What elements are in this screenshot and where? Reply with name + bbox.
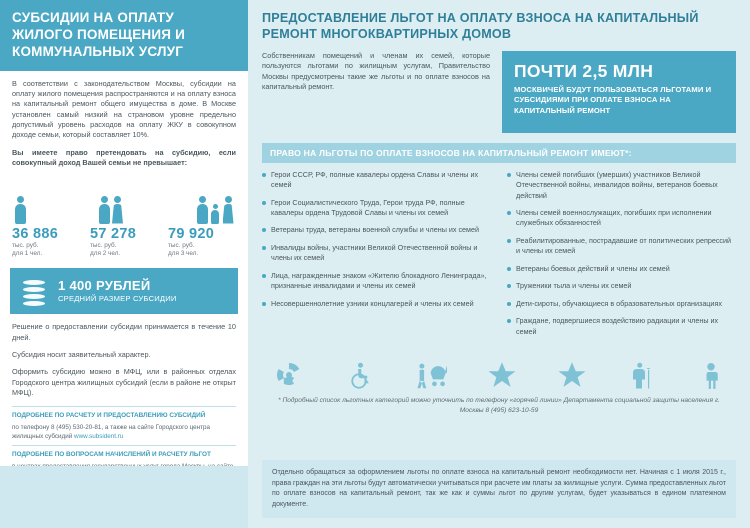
- subsidy-caption: СРЕДНИЙ РАЗМЕР СУБСИДИИ: [58, 293, 177, 303]
- coins-icon: [20, 276, 50, 306]
- contact-title: ПОДРОБНЕЕ ПО РАСЧЕТУ И ПРЕДОСТАВЛЕНИЮ СУБСИДИЙ: [12, 411, 206, 419]
- person-icon: [14, 196, 26, 224]
- list-item: [507, 281, 736, 291]
- left-note: Решение о предоставлении субсидии принимается в течение 10 дней.: [12, 322, 236, 342]
- list-item: [262, 299, 491, 309]
- list-item-label: Инвалиды войны, участники Великой Отечественной войны и члены их семей: [271, 242, 478, 263]
- bullet-dot-icon: [507, 302, 511, 306]
- income-value: 79 920: [168, 225, 215, 242]
- income-item: [168, 227, 238, 259]
- child-icon: [698, 360, 724, 390]
- bullet-dot-icon: [507, 267, 511, 271]
- person-icon: [99, 196, 111, 224]
- left-note: Субсидия носит заявительный характер.: [12, 350, 151, 360]
- benefits-footnote: * Подробный список льготных категорий можно уточнить по телефону «горячей линии» Департамента социальной защиты населения г. Москвы 8 (495) 623-10-59: [278, 396, 720, 414]
- income-unit: тыс. руб.: [168, 241, 195, 249]
- list-item: [507, 299, 736, 309]
- list-item-label: Дети-сироты, обучающиеся в образовательных организациях: [516, 298, 722, 308]
- list-item-label: Граждане, подвергшиеся воздействию радиации и члены их семей: [516, 316, 719, 336]
- radiation-icon: [274, 360, 304, 390]
- person-icon: [112, 196, 124, 224]
- list-item: [507, 236, 736, 257]
- list-item: [507, 316, 736, 337]
- contact-text: [12, 423, 236, 441]
- income-values: [0, 224, 248, 259]
- income-value: 36 886: [12, 225, 59, 242]
- highlight-box: [502, 51, 736, 133]
- contact-title: ПОДРОБНЕЕ ПО ВОПРОСАМ НАЧИСЛЕНИЙ И РАСЧЕТУ ЛЬГОТ: [12, 451, 211, 459]
- bullet-dot-icon: [262, 228, 266, 232]
- income-unit: тыс. руб.: [90, 241, 117, 249]
- highlight-number: ПОЧТИ 2,5 МЛН: [514, 60, 654, 81]
- bullet-dot-icon: [262, 302, 266, 306]
- bullet-dot-icon: [262, 274, 266, 278]
- income-item: [12, 227, 82, 259]
- person-icon: [222, 196, 234, 224]
- highlight-caption: МОСКВИЧЕЙ БУДУТ ПОЛЬЗОВАТЬСЯ ЛЬГОТАМИ И СУБСИДИЯМИ ПРИ ОПЛАТЕ ВЗНОСА НА КАПИТАЛЬНЫЙ РЕМОНТ: [514, 84, 712, 116]
- list-item-label: Ветераны труда, ветераны военной службы и члены их семей: [271, 225, 480, 235]
- right-header: [248, 0, 750, 49]
- income-item: [90, 227, 160, 259]
- bullet-dot-icon: [262, 246, 266, 250]
- list-item-label: Реабилитированные, пострадавшие от политических репрессий и члены их семей: [516, 235, 732, 256]
- income-who: для 2 чел.: [90, 250, 121, 258]
- benefits-column-left: [262, 170, 491, 344]
- benefits-column-right: [507, 170, 736, 344]
- average-subsidy-banner: [10, 268, 238, 314]
- wheelchair-icon: [344, 360, 374, 390]
- family-2: [99, 196, 124, 224]
- list-item-label: Члены семей военнослужащих, погибших при исполнении служебных обязанностей: [516, 208, 712, 228]
- list-item-label: Герои СССР, РФ, полные кавалеры ордена Славы и члены их семей: [271, 169, 479, 190]
- star-icon: [557, 360, 587, 390]
- family-1: [14, 196, 26, 224]
- elderly-person-icon: [626, 360, 658, 390]
- list-item-label: Ветераны боевых действий и члены их семей: [516, 263, 670, 273]
- list-item: [262, 170, 491, 191]
- bullet-dot-icon: [507, 173, 511, 177]
- stroller-icon: [413, 360, 447, 390]
- right-intro: Собственникам помещений и членам их семей, которые пользуются льготами по жилищным услугам, Правительство Москвы предусмотрены такие же льготы и по оплате взносов на капитальный ремонт.: [262, 50, 490, 92]
- income-who: для 3 чел.: [168, 250, 199, 258]
- list-item: [262, 225, 491, 235]
- person-icon: [196, 196, 208, 224]
- list-item-label: Члены семей погибших (умерших) участников Великой Отечественной войны, инвалидов войны, ветеранов боевых действий: [516, 169, 718, 200]
- list-item: [262, 198, 491, 219]
- left-body: [0, 71, 248, 169]
- star-icon: [487, 360, 517, 390]
- income-unit: тыс. руб.: [12, 241, 39, 249]
- list-item: [507, 208, 736, 229]
- list-item-label: Труженики тыла и члены их семей: [516, 281, 632, 291]
- subsidy-amount: 1 400 РУБЛЕЙ: [58, 278, 151, 294]
- list-item: [507, 264, 736, 274]
- bullet-dot-icon: [507, 319, 511, 323]
- left-header: [0, 0, 248, 71]
- list-item-label: Герои Социалистического Труда, Герои труда РФ, полные кавалеры ордена Трудовой Славы и члены их семей: [271, 197, 465, 218]
- list-item: [262, 271, 491, 292]
- list-item-label: Лица, награжденные знаком «Жителю блокадного Ленинграда», признанные инвалидами и члены их семей: [271, 270, 487, 291]
- contact-link[interactable]: www.subsident.ru: [74, 432, 124, 440]
- left-lead-text: Вы имеете право претендовать на субсидию, если совокупный доход Вашей семьи не превышает:: [12, 147, 236, 168]
- bullet-dot-icon: [262, 201, 266, 205]
- bullet-dot-icon: [262, 173, 266, 177]
- right-title: ПРЕДОСТАВЛЕНИЕ ЛЬГОТ НА ОПЛАТУ ВЗНОСА НА КАПИТАЛЬНЫЙ РЕМОНТ МНОГОКВАРТИРНЫХ ДОМОВ: [262, 11, 699, 42]
- left-notes: [0, 314, 248, 398]
- left-paragraph: В соответствии с законодательством Москвы, субсидии на оплату жилого помещения распространяются и на оплату взноса на капитальный ремонт общего имущества в доме. В Москве установлен самый низкий на страновом уровне предельно допустимый уровень расходов на оплату ЖКУ в совокупном доходе семьи, который составляет 10%.: [12, 78, 236, 140]
- contact-subsidies: [12, 406, 236, 442]
- benefits-band-title: ПРАВО НА ЛЬГОТЫ ПО ОПЛАТЕ ВЗНОСОВ НА КАПИТАЛЬНЫЙ РЕМОНТ ИМЕЮТ*:: [262, 143, 736, 163]
- bullet-dot-icon: [507, 211, 511, 215]
- left-title: СУБСИДИИ НА ОПЛАТУ ЖИЛОГО ПОМЕЩЕНИЯ И КОММУНАЛЬНЫХ УСЛУГ: [12, 10, 186, 59]
- right-column: [248, 0, 750, 528]
- left-column: [0, 0, 248, 528]
- benefits-columns: [248, 163, 750, 344]
- bottom-note: Отдельно обращаться за оформлением льготы по оплате взноса на капитальный ремонт необходимости нет. Начиная с 1 июля 2015 г., права граждан на эти льготы будут автоматически учитываться при расчете им платы за жилищные услуги. Сумма предоставленных льгот по оплате взносов на капитальный ремонт, так же как и суммы льгот по другим услугам, будет указываться в едином платежном документе.: [262, 460, 736, 518]
- list-item-label: Несовершеннолетние узники концлагерей и члены их семей: [271, 298, 474, 308]
- child-icon: [209, 204, 221, 224]
- left-note: Оформить субсидию можно в МФЦ, или в районных отделах Городского центра жилищных субсидий (если в районе не открыт МФЦ).: [12, 367, 236, 398]
- contact-body: по телефону 8 (495) 530-20-81, а также на сайте Городского центра жилищных субсидий: [12, 423, 210, 440]
- income-who: для 1 чел.: [12, 250, 43, 258]
- list-item: [507, 170, 736, 201]
- right-top: [248, 49, 750, 133]
- list-item: [262, 243, 491, 264]
- income-value: 57 278: [90, 225, 137, 242]
- bullet-dot-icon: [507, 284, 511, 288]
- bullet-dot-icon: [507, 239, 511, 243]
- family-3: [196, 196, 234, 224]
- category-icons: [248, 344, 750, 390]
- left-bottom-band: [0, 466, 248, 528]
- family-figures: [0, 176, 248, 224]
